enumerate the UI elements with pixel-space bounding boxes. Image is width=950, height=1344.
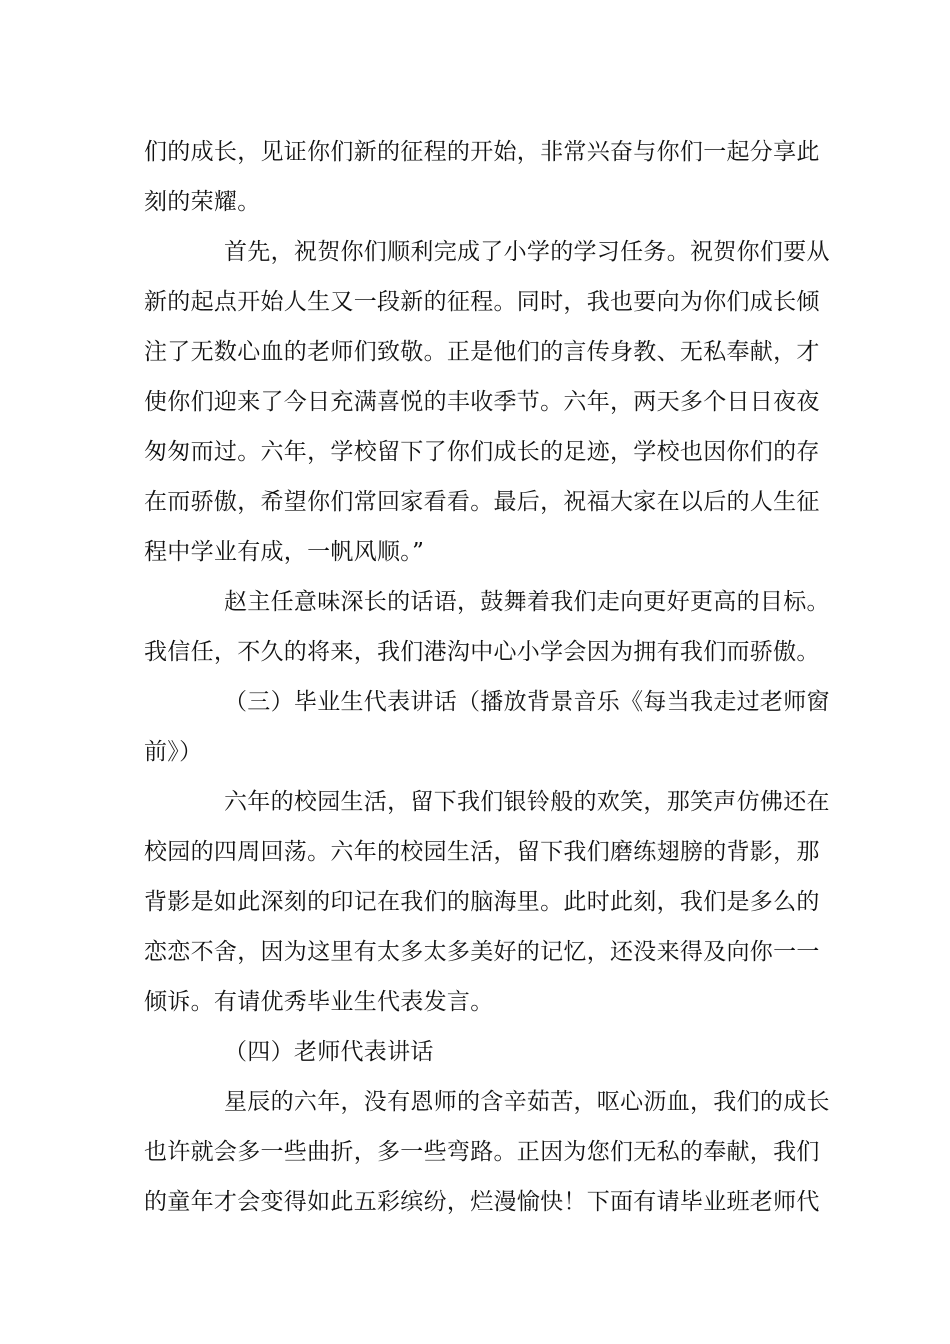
paragraph-first-line: 首先，祝贺你们顺利完成了小学的学习任务。祝贺你们要从 bbox=[224, 239, 830, 265]
text-line: 刻的荣耀。 bbox=[144, 189, 261, 215]
text-line: 注了无数心血的老师们致敬。正是他们的言传身教、无私奉献，才 bbox=[144, 339, 820, 365]
text-line: 也许就会多一些曲折，多一些弯路。正因为您们无私的奉献，我们 bbox=[144, 1139, 820, 1165]
section-heading: （四）老师代表讲话 bbox=[224, 1039, 434, 1065]
paragraph-first-line: 赵主任意味深长的话语，鼓舞着我们走向更好更高的目标。 bbox=[224, 589, 830, 615]
text-line: 新的起点开始人生又一段新的征程。同时，我也要向为你们成长倾 bbox=[144, 289, 820, 315]
text-line: 倾诉。有请优秀毕业生代表发言。 bbox=[144, 989, 494, 1015]
text-line: 匆匆而过。六年，学校留下了你们成长的足迹，学校也因你们的存 bbox=[144, 439, 820, 465]
paragraph-first-line: 六年的校园生活，留下我们银铃般的欢笑，那笑声仿佛还在 bbox=[224, 789, 830, 815]
text-line: 程中学业有成，一帆风顺。” bbox=[144, 539, 425, 565]
section-heading: （三）毕业生代表讲话（播放背景音乐《每当我走过老师窗 bbox=[224, 689, 830, 715]
text-line: 恋恋不舍，因为这里有太多太多美好的记忆，还没来得及向你一一 bbox=[144, 939, 820, 965]
text-line: 校园的四周回荡。六年的校园生活，留下我们磨练翅膀的背影，那 bbox=[144, 839, 820, 865]
text-line: 们的成长，见证你们新的征程的开始，非常兴奋与你们一起分享此 bbox=[144, 139, 820, 165]
text-line: 我信任，不久的将来，我们港沟中心小学会因为拥有我们而骄傲。 bbox=[144, 639, 820, 665]
section-heading-continued: 前》） bbox=[144, 739, 203, 765]
text-line: 背影是如此深刻的印记在我们的脑海里。此时此刻，我们是多么的 bbox=[144, 889, 820, 915]
text-line: 在而骄傲，希望你们常回家看看。最后，祝福大家在以后的人生征 bbox=[144, 489, 820, 515]
text-line: 使你们迎来了今日充满喜悦的丰收季节。六年，两天多个日日夜夜 bbox=[144, 389, 820, 415]
text-line: 的童年才会变得如此五彩缤纷，烂漫愉快！下面有请毕业班老师代 bbox=[144, 1189, 820, 1215]
paragraph-first-line: 星辰的六年，没有恩师的含辛茹苦，呕心沥血，我们的成长 bbox=[224, 1089, 830, 1115]
